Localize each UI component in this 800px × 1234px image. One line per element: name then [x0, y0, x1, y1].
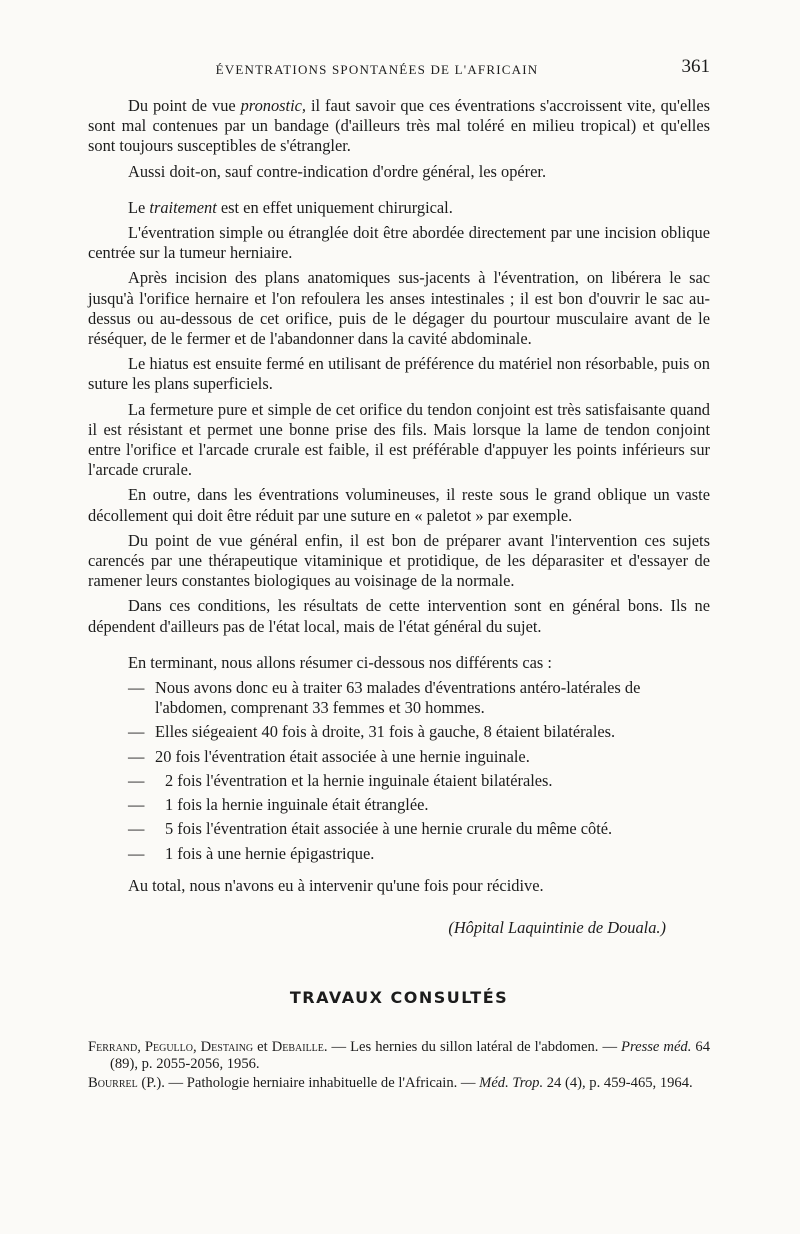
- paragraph-closure: La fermeture pure et simple de cet orifice du tendon conjoint est très satisfaisante quand il est résistant et permet une bonne prise des fils. Mais lorsque la lame de tendon conjoint entre l'orifice et l'arcade crurale est faible, il est préférable d'appuyer les points inférieurs sur l'arcade crurale.: [88, 399, 710, 480]
- summary-list: [88, 678, 710, 864]
- paragraph-hiatus: Le hiatus est ensuite fermé en utilisant de préférence du matériel non résorbable, puis on suture les plans superficiels.: [88, 354, 710, 394]
- list-item: — 20 fois l'éventration était associée à une hernie inguinale.: [128, 746, 530, 766]
- paragraph-procedure: Après incision des plans anatomiques sus-jacents à l'éventration, on libérera le sac jusqu'à l'orifice hernaire et l'on refoulera les anses intestinales ; il est bon d'ouvrir le sac au-dessus ou au-dessous de cet orifice, puis de le dégager du pourtour musculaire avant de le réséquer, de le fermer et de l'abandonner dans la cavité abdominale.: [88, 268, 710, 349]
- paragraph-treatment: Le traitement est en effet uniquement chirurgical.: [128, 197, 453, 217]
- list-dash: —: [128, 770, 145, 790]
- paragraph-results: Dans ces conditions, les résultats de cette intervention sont en général bons. Ils ne dépendent d'ailleurs pas de l'état local, mais de l'état général du sujet.: [88, 596, 710, 636]
- paragraph-operate: Aussi doit-on, sauf contre-indication d'ordre général, les opérer.: [128, 161, 547, 181]
- list-dash: —: [128, 746, 145, 766]
- page-header: [88, 56, 710, 82]
- list-dash: —: [128, 819, 145, 839]
- paragraph-voluminous: En outre, dans les éventrations volumineuses, il reste sous le grand oblique un vaste décollement qui doit être réduit par une suture en « paletot » par exemple.: [88, 485, 710, 525]
- list-dash: —: [128, 843, 145, 863]
- paragraph-conclusion: Au total, nous n'avons eu à intervenir qu'une fois pour récidive.: [128, 875, 544, 895]
- paragraph-summary-intro: En terminant, nous allons résumer ci-dessous nos différents cas :: [128, 652, 552, 672]
- paragraph-general-preparation: Du point de vue général enfin, il est bon de préparer avant l'intervention ces sujets carencés par une thérapeutique vitaminique et protidique, de les déparasiter et d'essayer de ramener leurs constantes biologiques au voisinage de la normale.: [88, 530, 710, 591]
- list-item: — Elles siégeaient 40 fois à droite, 31 fois à gauche, 8 étaient bilatérales.: [128, 722, 616, 742]
- article-body: [88, 96, 710, 938]
- reference-item: Bourrel (P.). — Pathologie herniaire inhabituelle de l'Africain. — Méd. Trop. 24 (4), p. 459-465, 1964.: [88, 1074, 693, 1091]
- page-number: 361: [681, 56, 710, 77]
- paragraph-incision: L'éventration simple ou étranglée doit être abordée directement par une incision oblique centrée sur la tumeur herniaire.: [88, 223, 710, 263]
- reference-item: Ferrand, Pegullo, Destaing et Debaille. — Les hernies du sillon latéral de l'abdomen. — Presse méd. 64 (89), p. 2055-2056, 1956.: [88, 1039, 710, 1073]
- list-item: — Nous avons donc eu à traiter 63 malades d'éventrations antéro-latérales de l'abdomen, comprenant 33 femmes et 30 hommes.: [128, 678, 641, 718]
- references-heading: TRAVAUX CONSULTÉS: [289, 988, 509, 1008]
- paragraph-prognosis: Du point de vue pronostic, il faut savoir que ces éventrations s'accroissent vite, qu'elles sont mal contenues par un bandage (d'ailleurs très mal toléré en milieu tropical) et qu'elles sont toujours susceptibles de s'étrangler.: [88, 96, 710, 156]
- list-dash: —: [128, 722, 145, 742]
- list-dash: —: [128, 678, 145, 698]
- references-list: [88, 1039, 710, 1092]
- running-title: ÉVENTRATIONS SPONTANÉES DE L'AFRICAIN: [215, 62, 539, 77]
- list-item: — 2 fois l'éventration et la hernie inguinale étaient bilatérales.: [128, 770, 553, 790]
- institution-signature: (Hôpital Laquintinie de Douala.): [448, 917, 666, 937]
- list-item: — 5 fois l'éventration était associée à une hernie crurale du même côté.: [128, 819, 613, 839]
- list-dash: —: [128, 795, 145, 815]
- list-item: — 1 fois la hernie inguinale était étranglée.: [128, 795, 429, 815]
- list-item: — 1 fois à une hernie épigastrique.: [128, 843, 375, 863]
- document-page: [88, 56, 710, 1093]
